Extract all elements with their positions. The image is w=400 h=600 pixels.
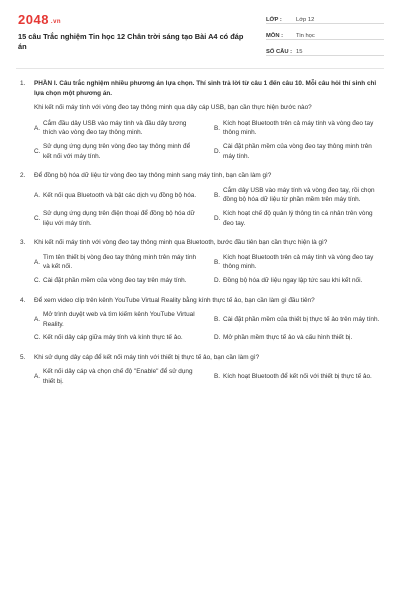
option-text: Đồng bộ hóa dữ liệu ngay lập tức sau khi kết nối. bbox=[223, 276, 363, 284]
meta-value: Tin học bbox=[296, 33, 315, 39]
meta-value: Lớp 12 bbox=[296, 17, 315, 23]
meta-label: LỚP : bbox=[266, 17, 282, 23]
brand-block bbox=[18, 12, 248, 60]
question-text: Để đồng bộ hóa dữ liệu từ vòng đeo tay thông minh sang máy tính, bạn cần làm gì? bbox=[34, 172, 272, 180]
option-text: Cắm đầu dây USB vào máy tính và đầu dây tương thích vào vòng đeo tay thông minh. bbox=[43, 119, 187, 137]
question-body bbox=[34, 296, 384, 343]
meta-label: MÔN : bbox=[266, 33, 284, 39]
question-number: 2. bbox=[20, 172, 26, 180]
option-letter: C. bbox=[34, 214, 41, 222]
question-5 bbox=[16, 353, 384, 387]
meta-value: 15 bbox=[296, 49, 303, 55]
option-letter: B. bbox=[214, 315, 221, 323]
option-letter: C. bbox=[34, 334, 41, 342]
option-text: Kích hoạt chế độ quản lý thông tin cá nhân trên vòng đeo tay. bbox=[223, 209, 373, 227]
option-letter: B. bbox=[214, 124, 221, 132]
option-a[interactable] bbox=[34, 253, 204, 272]
option-text: Cài đặt phần mềm của vòng đeo tay trên máy tính. bbox=[43, 276, 187, 284]
option-text: Kích hoạt Bluetooth trên cả máy tính và vòng đeo tay thông minh. bbox=[223, 119, 374, 137]
option-a[interactable] bbox=[34, 310, 204, 329]
question-body bbox=[34, 353, 384, 387]
option-b[interactable] bbox=[214, 253, 384, 272]
question-number: 4. bbox=[20, 296, 26, 304]
option-text: Kích hoạt Bluetooth để kết nối với thiết bị thực tế ảo. bbox=[223, 373, 372, 381]
option-letter: A. bbox=[34, 191, 41, 199]
option-text: Kết nối dây cáp giữa máy tính và kính thực tế ảo. bbox=[43, 334, 183, 342]
option-letter: A. bbox=[34, 373, 41, 381]
option-a[interactable] bbox=[34, 367, 204, 386]
question-list bbox=[0, 69, 400, 387]
option-d[interactable] bbox=[214, 276, 384, 286]
question-text: Để xem video clip trên kênh YouTube Virtual Reality bằng kính thực tế ảo, bạn cần làm gì đầu tiên? bbox=[34, 296, 315, 304]
question-number: 3. bbox=[20, 239, 26, 247]
option-letter: B. bbox=[214, 373, 221, 381]
question-body bbox=[34, 79, 384, 161]
option-text: Cài đặt phần mềm của thiết bị thực tế ảo trên máy tính. bbox=[223, 315, 380, 323]
option-letter: D. bbox=[214, 147, 221, 155]
meta-row-class bbox=[266, 12, 384, 24]
option-letter: A. bbox=[34, 258, 41, 266]
option-grid bbox=[34, 367, 384, 386]
option-text: Kết nối dây cáp và chọn chế độ "Enable" để sử dụng thiết bị. bbox=[43, 368, 193, 386]
logo-suffix: .vn bbox=[50, 19, 62, 25]
option-grid bbox=[34, 119, 384, 161]
option-b[interactable] bbox=[214, 119, 384, 138]
document-title: 15 câu Trắc nghiệm Tin học 12 Chân trời sáng tạo Bài A4 có đáp án bbox=[18, 32, 244, 51]
option-letter: C. bbox=[34, 147, 41, 155]
meta-row-count bbox=[266, 44, 384, 56]
option-letter: B. bbox=[214, 191, 221, 199]
option-b[interactable] bbox=[214, 310, 384, 329]
question-number: 1. bbox=[20, 80, 26, 87]
option-text: Sử dụng ứng dụng trên điện thoại để đồng bộ hóa dữ liệu với máy tính. bbox=[43, 209, 195, 227]
option-b[interactable] bbox=[214, 367, 384, 386]
option-a[interactable] bbox=[34, 186, 204, 205]
option-letter: B. bbox=[214, 258, 221, 266]
option-text: Mở phần mềm thực tế ảo và cấu hình thiết bị. bbox=[223, 334, 353, 342]
logo-text: 2048 bbox=[18, 12, 49, 27]
meta-row-subject bbox=[266, 28, 384, 40]
question-body bbox=[34, 238, 384, 285]
question-1 bbox=[16, 79, 384, 161]
question-text: Khi kết nối máy tính với vòng đeo tay thông minh qua dây cáp USB, bạn cần thực hiện bước nào? bbox=[34, 104, 312, 112]
option-c[interactable] bbox=[34, 276, 204, 286]
meta-label: SỐ CÂU : bbox=[266, 49, 293, 55]
question-text: Khi kết nối máy tính với vòng đeo tay thông minh qua Bluetooth, bước đầu tiên bạn cần thực hiện là gì? bbox=[34, 239, 328, 247]
option-text: Sử dụng ứng dụng trên vòng đeo tay thông minh để kết nối với máy tính. bbox=[43, 142, 191, 160]
question-body bbox=[34, 171, 384, 228]
option-text: Cài đặt phần mềm của vòng đeo tay thông minh trên máy tính. bbox=[223, 142, 372, 160]
meta-box bbox=[266, 12, 384, 60]
option-grid bbox=[34, 253, 384, 286]
option-text: Tìm tên thiết bị vòng đeo tay thông minh trên máy tính và kết nối. bbox=[43, 253, 197, 271]
option-text: Kích hoạt Bluetooth trên cả máy tính và vòng đeo tay thông minh. bbox=[223, 253, 374, 271]
option-b[interactable] bbox=[214, 186, 384, 205]
option-text: Mở trình duyệt web và tìm kiếm kênh YouTube Virtual Reality. bbox=[43, 311, 195, 328]
option-letter: C. bbox=[34, 276, 41, 284]
option-letter: A. bbox=[34, 124, 41, 132]
option-c[interactable] bbox=[34, 209, 204, 228]
question-3 bbox=[16, 238, 384, 285]
option-text: Cắm dây USB vào máy tính và vòng đeo tay, rồi chọn đồng bộ hóa dữ liệu từ phần mềm trên máy tính. bbox=[223, 186, 375, 204]
option-grid bbox=[34, 186, 384, 228]
option-c[interactable] bbox=[34, 333, 204, 343]
header bbox=[0, 0, 400, 60]
part-heading: PHẦN I. Câu trắc nghiệm nhiều phương án lựa chọn. Thí sinh trả lời từ câu 1 đến câu 10. Mỗi câu hỏi thí sinh chỉ lựa chọn một phương án. bbox=[34, 80, 377, 97]
option-letter: D. bbox=[214, 214, 221, 222]
question-text: Khi sử dụng dây cáp để kết nối máy tính với thiết bị thực tế ảo, bạn cần làm gì? bbox=[34, 353, 260, 361]
option-grid bbox=[34, 310, 384, 343]
question-4 bbox=[16, 296, 384, 343]
option-d[interactable] bbox=[214, 142, 384, 161]
site-logo[interactable] bbox=[18, 12, 248, 27]
option-d[interactable] bbox=[214, 209, 384, 228]
option-letter: D. bbox=[214, 276, 221, 284]
option-letter: D. bbox=[214, 334, 221, 342]
question-number: 5. bbox=[20, 353, 26, 361]
option-d[interactable] bbox=[214, 333, 384, 343]
option-a[interactable] bbox=[34, 119, 204, 138]
option-letter: A. bbox=[34, 315, 41, 323]
option-text: Kết nối qua Bluetooth và bật các dịch vụ đồng bộ hóa. bbox=[43, 191, 197, 199]
option-c[interactable] bbox=[34, 142, 204, 161]
question-2 bbox=[16, 171, 384, 228]
